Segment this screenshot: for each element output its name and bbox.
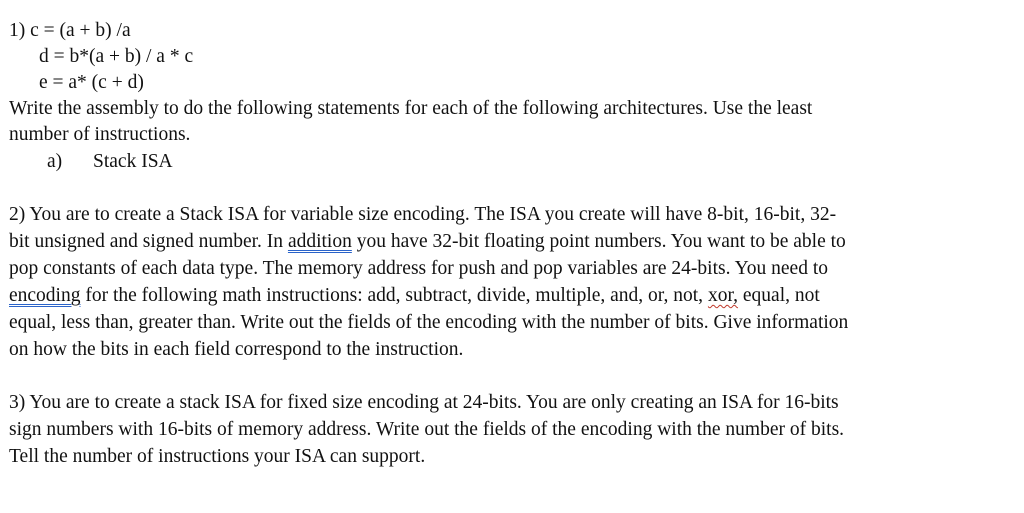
q3-line-1: 3) You are to create a stack ISA for fixed size encoding at 24-bits. You are only creating an ISA for 16-bits — [9, 392, 839, 413]
q2-line-2-end: you have 32-bit floating point numbers. You want to be able to — [351, 231, 846, 252]
q1-subpart-a — [47, 149, 173, 175]
q1-instruction-line-1: Write the assembly to do the following statements for each of the following architectures. Use the least — [9, 98, 813, 119]
grammar-flagged-word-addition: addition — [287, 231, 352, 252]
grammar-flagged-word-encoding: encoding — [9, 285, 81, 306]
q2-line-1: 2) You are to create a Stack ISA for variable size encoding. The ISA you create will have 8-bit, 16-bit, 32- — [9, 204, 837, 225]
subpart-label: a) — [47, 151, 63, 172]
q2-line-5: equal, less than, greater than. Write out the fields of the encoding with the number of bits. Give information — [9, 312, 849, 333]
q1-equation-c: 1) c = (a + b) /a — [9, 20, 131, 41]
subpart-text: Stack ISA — [93, 151, 173, 172]
q3-line-3: Tell the number of instructions your ISA can support. — [9, 446, 426, 467]
q3-line-2: sign numbers with 16-bits of memory address. Write out the fields of the encoding with the number of bits. — [9, 419, 845, 440]
q1-equation-d: d = b*(a + b) / a * c — [39, 46, 194, 67]
q1-instruction-line-2: number of instructions. — [9, 124, 191, 145]
q2-line-3: pop constants of each data type. The memory address for push and pop variables are 24-bits. You need to — [9, 258, 828, 279]
q2-line-4-middle: for the following math instructions: add, subtract, divide, multiple, and, or, not, — [80, 285, 708, 306]
q2-line-4-end: equal, not — [738, 285, 820, 306]
q2-line-6: on how the bits in each field correspond to the instruction. — [9, 339, 464, 360]
q2-line-4 — [9, 283, 820, 309]
q1-equation-e: e = a* (c + d) — [39, 72, 144, 93]
q2-line-2-start: bit unsigned and signed number. In — [9, 231, 288, 252]
spell-flagged-word-xor: xor, — [707, 285, 739, 306]
q2-line-2 — [9, 229, 846, 255]
